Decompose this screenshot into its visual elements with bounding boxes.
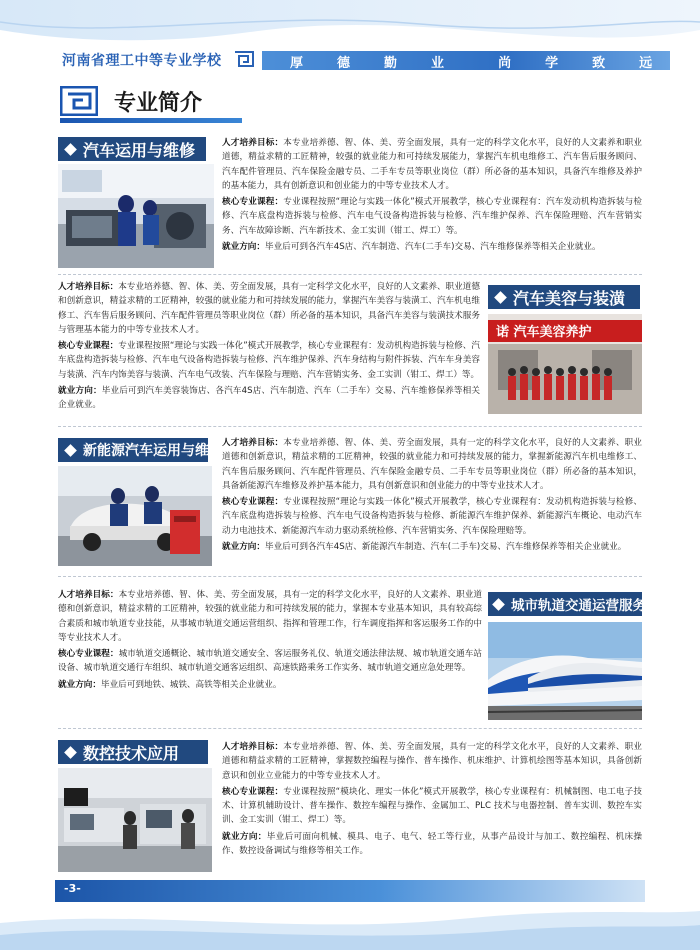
program-name: 城市轨道交通运营服务: [511, 598, 646, 614]
career-text: 毕业后可面向机械、模具、电子、电气、轻工等行业，从事产品设计与加工、数控编程、机床操作、数控设备调试与维修等相关工作。: [222, 831, 642, 857]
career-text: 毕业后可到各汽车4S店、汽车制造、汽车(二手车)交易、汽车维修保养等相关企业就业。: [264, 242, 601, 253]
photo-new-energy-workshop: [58, 466, 212, 566]
career-text: 毕业后可到地铁、城铁、高铁等相关企业就业。: [100, 679, 282, 690]
courses-label: 核心专业课程：: [58, 341, 119, 352]
training-text: 本专业培养德、智、体、美、劳全面发展，具有一定的科学文化水平，良好的人文素养、职业道德和创新意识，精益求精的工匠精神，较强的就业能力和可持续发展的能力，掌握本专业基本知识，具有较高综合素质和城市轨道专业技能，从事城市轨道交通运营组织、指挥和管理工作，行车调度指挥和客运服务工作的中等专业技术人才。: [58, 590, 482, 643]
courses-label: 核心专业课程：: [222, 197, 284, 208]
footer-bar: [55, 880, 645, 902]
section-divider: [58, 426, 642, 427]
program-tag-auto-repair: [58, 137, 206, 161]
photo-auto-repair-workshop: [58, 164, 214, 268]
program-name: 汽车美容与装潢: [513, 288, 626, 308]
section-divider: [58, 576, 642, 577]
school-name: 河南省理工中等专业学校: [62, 53, 222, 69]
program-tag-new-energy: [58, 438, 223, 462]
program-description-cnc: [222, 740, 642, 860]
footer-wave-background: [0, 905, 700, 950]
title-underline: [60, 118, 242, 123]
training-text: 本专业培养德、智、体、美、劳全面发展，具有一定的科学文化水平，良好的人文素养和职业道德，精益求精的工匠精神，较强的就业能力和可持续发展能力，掌握汽车机电维修工、汽车售后服务顾问、汽车配件管理员、汽车保险金融专员、二手车专员等职业岗位（群）所必备的基本知识，具备汽车维修及养护的基本能力，具有创新意识和创业能力的中等专业技术人才。: [222, 138, 642, 191]
diamond-icon: [494, 291, 507, 304]
program-description-new-energy: [222, 436, 642, 556]
training-label: 人才培养目标：: [222, 138, 284, 148]
career-text: 毕业后可到各汽车4S店、新能源汽车制造、汽车(二手车)交易、汽车维修保养等相关企业就业。: [264, 542, 627, 553]
training-label: 人才培养目标：: [58, 282, 119, 292]
training-text: 本专业培养德、智、体、美、劳全面发展，具有一定的科学文化水平，良好的人文素养、职业道德和创新意识，精益求精的工匠精神，较强的就业能力和可持续发展的能力，掌握新能源汽车机电维修工、汽车售后服务顾问、汽车配件管理员、汽车保险金融专员、二手车专员等职业岗位（群）所必备的基本知识，具备新能源汽车维修及养护基本能力，具有创新意识和创业能力的中等专业技术人才。: [222, 438, 642, 491]
courses-text: 城市轨道交通概论、城市轨道交通安全、客运服务礼仪、轨道交通法律法规、城市轨道交通车站设备、城市轨道交通行车组织、城市轨道交通客运组织、高速铁路乘务工作实务、城市轨道交通应急处理等。: [58, 649, 482, 674]
career-label: 就业方向：: [222, 242, 265, 253]
diamond-icon: [64, 444, 77, 457]
career-label: 就业方向：: [222, 831, 267, 842]
career-text: 毕业后可到汽车美容装饰店、各汽车4S店、汽车制造、汽车（二手车）交易、汽车维修保养等相关企业就业。: [58, 386, 480, 411]
training-label: 人才培养目标：: [58, 590, 119, 600]
diamond-icon: [64, 746, 77, 759]
training-text: 本专业培养德、智、体、美、劳全面发展，具有一定的科学文化水平，良好的人文素养、职业道德和精益求精的工匠精神，掌握数控编程与操作、普车操作、机床维护、计算机绘图等基本知识，具备创新意识和创业立业能力的中等专业技术人才。: [222, 742, 642, 781]
courses-label: 核心专业课程：: [222, 497, 284, 508]
courses-text: 专业课程按照“理论与实践一体化”模式开展教学，核心专业课程有：汽车发动机构造拆装与检修、汽车底盘构造拆装与检修、汽车电气设备构造拆装与检修、汽车维护保养、汽车保险理赔、汽车营销实务、汽车故障诊断、汽车新技术、金工实训（钳工、焊工）等。: [222, 197, 642, 236]
courses-text: 专业课程按照“模块化、理实一体化”模式开展教学，核心专业课程有：机械制图、电工电子技术、计算机辅助设计、普车操作、数控车编程与操作、金属加工、PLC 技术与电器控制、普车实训、数控车实训、金工实训（钳工、焊工）等。: [222, 786, 642, 826]
program-tag-cnc: [58, 740, 208, 764]
diamond-icon: [492, 598, 505, 611]
section-logo-icon: [60, 86, 98, 116]
program-description-rail-transit: [58, 588, 482, 694]
page-number: -3-: [64, 882, 81, 895]
training-text: 本专业培养德、智、体、美、劳全面发展，具有一定科学文化水平，良好的人文素养、职业道德和创新意识，精益求精的工匠精神，较强的就业能力和可持续发展的能力，掌握汽车美容与装潢工、汽车机电维修工、汽车售后服务顾问、汽车配件管理员等职业岗位（群）所必备的基本知识，具备汽车美容与装潢技术服务与管理基本能力的中等专业技术人才。: [58, 282, 480, 335]
program-description-auto-repair: [222, 136, 642, 256]
career-label: 就业方向：: [58, 386, 102, 397]
courses-label: 核心专业课程：: [58, 649, 119, 660]
section-divider: [58, 728, 642, 729]
program-name: 汽车运用与维修: [83, 140, 196, 160]
courses-text: 专业课程按照“理论与实践一体化”模式开展教学，核心专业课程有：发动机构造拆装与检修、汽车底盘构造拆装与检修、汽车电气设备构造拆装与检修、新能源汽车维护保养、新能源汽车概论、电动汽车动力电池技术、新能源汽车动力驱动系统检修、汽车营销实务、汽车保险理赔等。: [222, 497, 642, 536]
training-label: 人才培养目标：: [222, 438, 284, 448]
program-description-auto-beauty: [58, 280, 480, 415]
photo-cnc-workshop: [58, 768, 212, 872]
program-name: 新能源汽车运用与维修: [83, 443, 223, 459]
career-label: 就业方向：: [58, 679, 101, 690]
program-tag-auto-beauty: [488, 285, 640, 309]
section-divider: [58, 274, 642, 275]
training-label: 人才培养目标：: [222, 742, 284, 752]
section-title: 专业简介: [114, 91, 203, 116]
photo-auto-beauty-shop: [488, 314, 642, 414]
career-label: 就业方向：: [222, 542, 265, 553]
courses-text: 专业课程按照“理论与实践一体化”模式开展教学，核心专业课程有：发动机构造拆装与检修、汽车底盘构造拆装与检修、汽车电气设备构造拆装与检修、汽车维护保养、汽车身结构与附件拆装、汽车车身美容与装潢、汽车内饰美容与装潢、汽车电气改装、汽车保险与理赔、汽车营销实务、金工实训（钳工、焊工）等。: [58, 341, 480, 380]
shop-sign-text: 诺 汽车美容养护: [496, 325, 592, 340]
program-name: 数控技术应用: [83, 743, 180, 763]
greek-key-ornament: [233, 50, 255, 68]
courses-label: 核心专业课程：: [222, 786, 284, 797]
diamond-icon: [64, 143, 77, 156]
program-tag-rail-transit: [488, 592, 646, 616]
photo-high-speed-trains: [488, 622, 642, 720]
school-motto: 厚 德 勤 业 尚 学 致 远: [290, 56, 667, 71]
